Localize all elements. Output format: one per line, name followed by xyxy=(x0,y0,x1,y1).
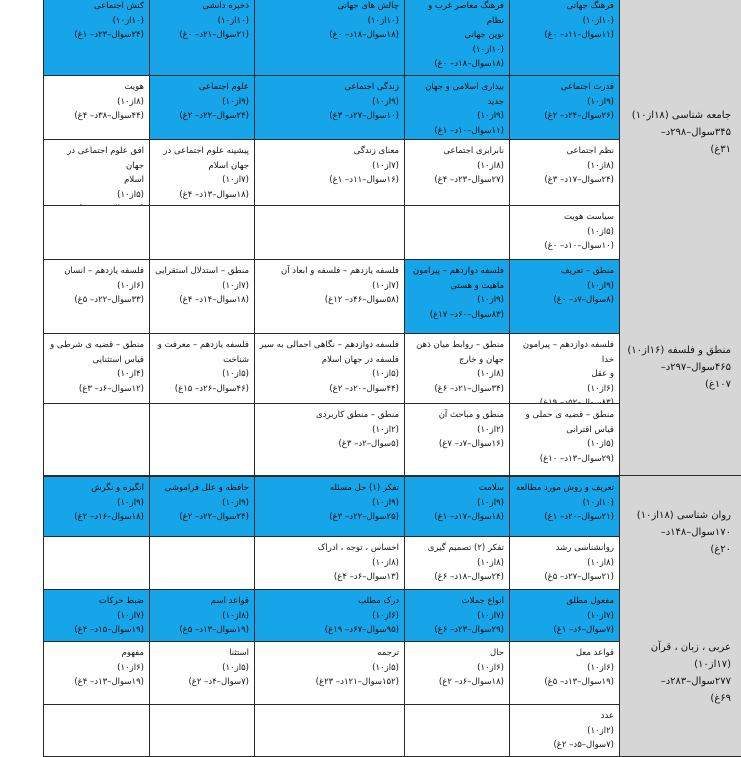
topic-stat: (۷از۱۰) xyxy=(587,610,614,621)
topic-stat: (۵از۱۰) xyxy=(587,226,614,237)
topic-stat: (۲۴سوال–۲۲د– ۲غ) xyxy=(179,512,249,522)
topic-title: فلسفه یازدهم – فلسفه و ابعاد آن xyxy=(281,266,399,276)
topic-stat: (۵از۱۰) xyxy=(117,189,144,200)
section-header-line: ۲۰غ) xyxy=(710,544,731,555)
topic-stat: (۱۶سوال–۷د– ۷غ) xyxy=(438,439,504,449)
topic-cell xyxy=(403,333,510,404)
topic-title: مفعول مطلق xyxy=(566,596,614,606)
topic-cell xyxy=(508,704,620,757)
topic-stat: (۱۰سوال–۱۰د– ۰غ) xyxy=(544,241,614,251)
topic-stat: (۹از۱۰) xyxy=(477,295,504,305)
section-header-line: منطق و فلسفه (۱۶از۱۰) xyxy=(627,344,731,356)
topic-stat: (۴از۱۰) xyxy=(117,369,144,379)
topic-title: تفکر (۲) تصمیم گیری xyxy=(427,543,504,553)
topic-stat: (۸از۱۰) xyxy=(477,369,504,379)
topic-stat: (۵از۱۰) xyxy=(372,369,399,379)
topic-cell xyxy=(403,536,510,590)
topic-title: چالش های جهانی xyxy=(337,1,399,11)
topic-cell xyxy=(148,259,255,334)
empty-cell xyxy=(403,704,510,757)
topic-stat: (۲از۱۰) xyxy=(587,725,614,736)
topic-stat: (۶از۱۰) xyxy=(587,662,614,673)
topic-stat: (۱۹سوال–۱۳د– ۴غ) xyxy=(74,677,144,687)
topic-stat: (۶از۱۰) xyxy=(477,662,504,673)
topic-stat: (۱۰از۱۰) xyxy=(217,15,249,26)
empty-cell xyxy=(43,403,150,476)
empty-cell xyxy=(148,403,255,476)
topic-stat: (۱۵۲سوال–۱۲۱د– ۲۳غ) xyxy=(315,677,399,687)
topic-stat: جهان اسلام xyxy=(208,160,249,171)
topic-title: کنش اجتماعی xyxy=(94,1,144,11)
topic-cell xyxy=(43,259,150,334)
topic-stat: قیاس استثنایی xyxy=(92,354,144,365)
topic-title: منطق – منطق کاربردی xyxy=(316,410,399,420)
topic-stat: (۹از۱۰) xyxy=(372,96,399,107)
empty-cell xyxy=(43,704,150,757)
topic-title: حال xyxy=(489,648,504,658)
topic-stat: (۲۹سوال–۲۳د– ۶غ) xyxy=(434,625,504,635)
section-header-line: جامعه شناسی (۱۸از۱۰) xyxy=(631,110,731,121)
topic-title: معنای زندگی xyxy=(353,146,399,156)
topic-title: عدد xyxy=(600,711,614,721)
topic-cell xyxy=(403,641,510,705)
topic-title: قدرت اجتماعی xyxy=(560,82,614,92)
topic-title: فلسفه یازدهم – معرفت و xyxy=(157,340,249,350)
topic-stat: (۲۱سوال–۲۱د– ۰غ) xyxy=(179,30,249,40)
empty-cell xyxy=(43,536,150,590)
topic-stat: جهان و خارج xyxy=(459,354,504,365)
topic-cell xyxy=(43,476,150,537)
topic-stat: نوین جهانی xyxy=(464,30,504,40)
topic-stat: (۷از۱۰) xyxy=(222,175,249,185)
topic-cell xyxy=(508,589,620,642)
topic-title: منطق – قضیه ی حملی و xyxy=(525,410,614,420)
topic-stat: (۱۸سوال–۱۷د– ۱غ) xyxy=(434,512,504,522)
topic-title: منطق – قضیه ی شرطی و xyxy=(50,340,144,350)
topic-stat: (۲از۱۰) xyxy=(477,424,504,435)
topic-stat: (۹از۱۰) xyxy=(222,497,249,508)
topic-stat: (۷از۱۰) xyxy=(222,280,249,291)
topic-cell xyxy=(43,589,150,642)
topic-stat: (۱۹سوال–۱۵د– ۴غ) xyxy=(74,625,144,635)
topic-stat: (۲۱سوال–۲۰د– ۱غ) xyxy=(544,512,614,522)
topic-title: سلامت xyxy=(478,483,504,493)
empty-cell xyxy=(148,704,255,757)
topic-cell xyxy=(253,641,405,705)
section-header-logic-philosophy xyxy=(620,259,741,476)
topic-stat: (۱۸سوال–۱۴د– ۴غ) xyxy=(179,295,249,305)
section-header-line: ۶۹غ) xyxy=(710,692,731,704)
topic-cell xyxy=(403,403,510,476)
topic-title: حافظه و علل فراموشی xyxy=(164,483,249,493)
topic-cell xyxy=(508,536,620,590)
topic-title: قواعد معل xyxy=(575,648,614,658)
topic-cell xyxy=(508,476,620,537)
topic-stat: (۸از۱۰) xyxy=(477,557,504,568)
topic-title: فلسفه دوازدهم – پیرامون خدا xyxy=(522,340,614,365)
topic-title: سیاست هویت xyxy=(563,212,614,222)
topic-stat: (۹۵سوال–۶۷د– ۱۹غ) xyxy=(324,625,399,635)
topic-title: فرهنگ جهانی xyxy=(566,1,614,11)
topic-cell xyxy=(43,75,150,140)
topic-cell xyxy=(508,0,620,76)
topic-stat: شناخت xyxy=(223,354,249,365)
topic-stat: اسلام xyxy=(124,175,144,185)
topic-title: فرهنگ معاصر غرب و نظام xyxy=(428,1,504,26)
topic-title: ضبط حرکات xyxy=(98,596,144,606)
topic-stat: (۸از۱۰) xyxy=(222,610,249,621)
topic-stat: (۵از۱۰) xyxy=(372,662,399,673)
topic-stat: (۱۳سوال–۶د– ۴غ) xyxy=(333,572,399,582)
section-header-arabic-quran xyxy=(620,589,741,757)
topic-stat: (۱۶سوال–۱۱د– ۱غ) xyxy=(329,175,399,185)
topic-cell xyxy=(253,139,405,206)
topic-cell xyxy=(508,641,620,705)
topic-stat: (۱۲سوال–۶د– ۳غ) xyxy=(78,383,144,394)
topic-cell xyxy=(148,0,255,76)
topic-cell xyxy=(403,0,510,76)
topic-title: قواعد اسم xyxy=(210,596,249,606)
topic-cell xyxy=(148,476,255,537)
topic-stat: (۷سوال–۵د– ۲غ) xyxy=(553,740,614,750)
topic-cell xyxy=(253,536,405,590)
topic-title: روانشناسی رشد xyxy=(555,543,614,553)
topic-stat: (۱۹سوال–۱۳د– ۵غ) xyxy=(544,677,614,687)
topic-stat: (۱۰سوال–۲۷د– ۳غ) xyxy=(329,111,399,121)
section-header-line: روان شناسی (۱۸از۱۰) xyxy=(636,510,731,521)
section-header-line: ۱۷۰سوال–۱۴۸د– xyxy=(660,527,731,538)
topic-title: استثنا xyxy=(229,648,249,658)
topic-cell xyxy=(508,403,620,476)
topic-stat: (۲۵سوال–۲۲د– ۳غ) xyxy=(329,512,399,522)
topic-stat: (۲۴سوال–۱۷د– ۳غ) xyxy=(544,175,614,185)
topic-stat: (۵از۱۰) xyxy=(222,369,249,379)
topic-stat: (۸از۱۰) xyxy=(587,160,614,171)
section-header-line: (۱۷از۱۰) xyxy=(694,658,731,670)
topic-stat: (۳۴سوال–۲۱د– ۶غ) xyxy=(434,383,504,394)
topic-cell xyxy=(43,641,150,705)
section-header-psychology xyxy=(620,476,741,590)
topic-cell xyxy=(43,0,150,76)
topic-stat: (۶از۱۰) xyxy=(587,383,614,394)
topic-title: بیداری اسلامی و جهان جدید xyxy=(425,82,504,107)
topic-stat: (۶از۱۰) xyxy=(117,662,144,673)
topic-stat: و عقل xyxy=(591,369,614,379)
topic-stat: (۱۱سوال–۱۱د– ۰غ) xyxy=(544,30,614,40)
topic-cell xyxy=(148,75,255,140)
empty-cell xyxy=(148,205,255,266)
empty-cell xyxy=(253,205,405,266)
topic-stat: (۱۸سوال–۱۳د– ۴غ) xyxy=(179,189,249,200)
topic-stat: (۲۶سوال–۲۴د– ۲غ) xyxy=(544,111,614,121)
topic-cell xyxy=(508,75,620,140)
topic-title: فلسفه دوازدهم – نگاهی اجمالی به سیر xyxy=(259,340,399,350)
topic-title: منطق – روابط میان ذهن xyxy=(416,340,504,350)
topic-stat: (۹از۱۰) xyxy=(477,111,504,121)
section-header-line: ۱۰۷غ) xyxy=(705,378,731,390)
topic-stat: (۶از۱۰) xyxy=(117,280,144,291)
topic-cell xyxy=(253,75,405,140)
topic-title: فلسفه دوازدهم – پیرامون xyxy=(412,266,504,276)
topic-title: نابرابری اجتماعی xyxy=(443,146,504,156)
topic-stat: (۵از۱۰) xyxy=(587,439,614,449)
topic-stat: (۴۴سوال–۲۰د– ۲غ) xyxy=(329,383,399,394)
topic-stat: (۴۶سوال–۲۶د– ۱۵غ) xyxy=(174,383,249,394)
topic-stat: (۲۷سوال–۲۳د– ۴غ) xyxy=(434,175,504,185)
topic-stat: (۹از۱۰) xyxy=(587,280,614,291)
topic-stat: (۲۴سوال–۲۳د– ۱غ) xyxy=(74,30,144,40)
topic-stat: فلسفه در جهان اسلام xyxy=(321,354,399,365)
topic-stat: (۱۰از۱۰) xyxy=(367,15,399,26)
topic-stat: (۵سوال–۲د– ۳غ) xyxy=(338,439,399,449)
topic-title: هویت xyxy=(124,82,144,92)
topic-title: درک مطلب xyxy=(358,596,399,606)
topic-stat: قیاس اقترانی xyxy=(566,424,614,435)
topic-cell xyxy=(403,259,510,334)
topic-stat: (۹از۱۰) xyxy=(222,96,249,107)
topic-stat: (۷سوال–۶د– ۱غ) xyxy=(553,625,614,635)
topic-cell xyxy=(403,139,510,206)
topic-stat: (۵از۱۰) xyxy=(222,662,249,673)
topic-title: ذخیره دانشی xyxy=(202,1,249,11)
topic-title: منطق – استدلال استقرایی xyxy=(155,266,249,276)
topic-stat: (۸از۱۰) xyxy=(372,557,399,568)
topic-cell xyxy=(403,476,510,537)
topic-stat: (۷سوال–۴د– ۲غ) xyxy=(188,677,249,687)
topic-stat: (۲۱سوال–۲۷د– ۵غ) xyxy=(544,572,614,582)
topic-cell xyxy=(508,205,620,266)
section-header-line: ۳۴۵سوال–۲۹۸د– xyxy=(660,127,731,138)
topic-cell xyxy=(253,0,405,76)
topic-cell xyxy=(148,333,255,404)
topic-title: تعریف و روش مورد مطالعه xyxy=(515,483,614,493)
topic-stat: (۷از۱۰) xyxy=(477,610,504,621)
topic-stat: (۱۸سوال–۱۶د– ۲غ) xyxy=(74,512,144,522)
topic-stat: (۱۸سوال–۶د– ۲غ) xyxy=(438,677,504,687)
topic-cell xyxy=(148,589,255,642)
topic-stat: (۲۹سوال–۱۳د– ۱۰غ) xyxy=(539,453,614,464)
topic-stat: (۱۰از۱۰) xyxy=(582,15,614,26)
topic-stat: (۷از۱۰) xyxy=(372,160,399,171)
topic-stat: (۸از۱۰) xyxy=(587,557,614,568)
section-header-line: ۴۶۵سوال–۲۹۷د– xyxy=(660,361,731,373)
topic-stat: (۲۴سوال–۱۸د– ۶غ) xyxy=(434,572,504,582)
topic-stat: (۸سوال–۷د– ۰غ) xyxy=(553,295,614,305)
topic-cell xyxy=(253,259,405,334)
topic-title: انگیزه و نگرش xyxy=(91,483,144,493)
topic-stat: (۸از۱۰) xyxy=(477,160,504,171)
topic-stat: (۷از۱۰) xyxy=(117,610,144,621)
topic-cell xyxy=(253,476,405,537)
topic-cell xyxy=(43,139,150,206)
empty-cell xyxy=(43,205,150,266)
topic-title: نظم اجتماعی xyxy=(566,146,614,156)
topic-stat: (۹از۱۰) xyxy=(372,497,399,508)
topic-cell xyxy=(403,589,510,642)
topic-stat: (۱۰از۱۰) xyxy=(112,15,144,26)
topic-title: زندگی اجتماعی xyxy=(344,82,399,92)
topic-title: ترجمه xyxy=(377,648,399,658)
topic-title: فلسفه یازدهم – انسان xyxy=(64,266,144,276)
topic-cell xyxy=(508,139,620,206)
topic-stat: (۹از۱۰) xyxy=(587,96,614,107)
topic-cell xyxy=(253,589,405,642)
topic-cell xyxy=(253,403,405,476)
topic-cell xyxy=(403,75,510,140)
topic-stat: (۳۳سوال–۲۲د– ۵غ) xyxy=(74,295,144,305)
topic-cell xyxy=(148,641,255,705)
topic-stat: (۱۸سوال–۱۸د– ۰غ) xyxy=(434,59,504,69)
topic-stat: (۷از۱۰) xyxy=(372,280,399,291)
section-header-line: ۲۷۷سوال–۲۸۳د– xyxy=(660,675,731,687)
topic-stat: (۵۸سوال–۴۶د– ۱۲غ) xyxy=(324,295,399,305)
topic-stat: (۸۳سوال–۶۰د– ۱۷غ) xyxy=(429,309,504,320)
topic-cell xyxy=(148,139,255,206)
topic-title: انواع جملات xyxy=(461,596,504,606)
topic-cell xyxy=(508,333,620,404)
topic-stat: (۶از۱۰) xyxy=(372,610,399,621)
topic-stat: ماهیت و هستی xyxy=(450,280,504,291)
section-header-sociology xyxy=(620,0,741,266)
topic-stat: (۱۰از۱۰) xyxy=(472,44,504,55)
section-header-line: ۳۱غ) xyxy=(710,144,731,155)
topic-title: احساس ، توجه ، ادراک xyxy=(317,543,399,553)
topic-stat: (۴۴سوال–۳۸د– ۴غ) xyxy=(74,111,144,121)
topic-stat: (۱۹سوال–۱۳د– ۵غ) xyxy=(179,625,249,635)
topic-stat: (۹از۱۰) xyxy=(477,497,504,508)
topic-stat: (۱۱سوال–۱۰د– ۱غ) xyxy=(434,125,504,136)
topic-title: منطق و مباحث آن xyxy=(438,410,504,420)
topic-stat: (۸از۱۰) xyxy=(117,96,144,107)
topic-stat: (۲۴سوال–۲۲د– ۲غ) xyxy=(179,111,249,121)
topic-title: پیشینه علوم اجتماعی در xyxy=(163,146,249,156)
empty-cell xyxy=(403,205,510,266)
topic-stat: (۹از۱۰) xyxy=(117,497,144,508)
topic-title: افق علوم اجتماعی در جهان xyxy=(67,146,144,171)
topic-cell xyxy=(43,333,150,404)
topic-title: منطق – تعریف xyxy=(560,266,614,276)
empty-cell xyxy=(253,704,405,757)
topic-cell xyxy=(253,333,405,404)
section-header-line: عربی ، زبان ، قرآن xyxy=(650,641,731,653)
topic-title: علوم اجتماعی xyxy=(198,82,249,92)
topic-title: مفهوم xyxy=(121,648,144,658)
topic-stat: (۱۸سوال–۱۸د– ۰غ) xyxy=(329,30,399,40)
topic-cell xyxy=(508,259,620,334)
empty-cell xyxy=(148,536,255,590)
topic-title: تفکر (۱) حل مسئله xyxy=(329,483,399,493)
topic-stat: (۲از۱۰) xyxy=(372,424,399,435)
topic-stat: (۱۰از۱۰) xyxy=(582,497,614,508)
